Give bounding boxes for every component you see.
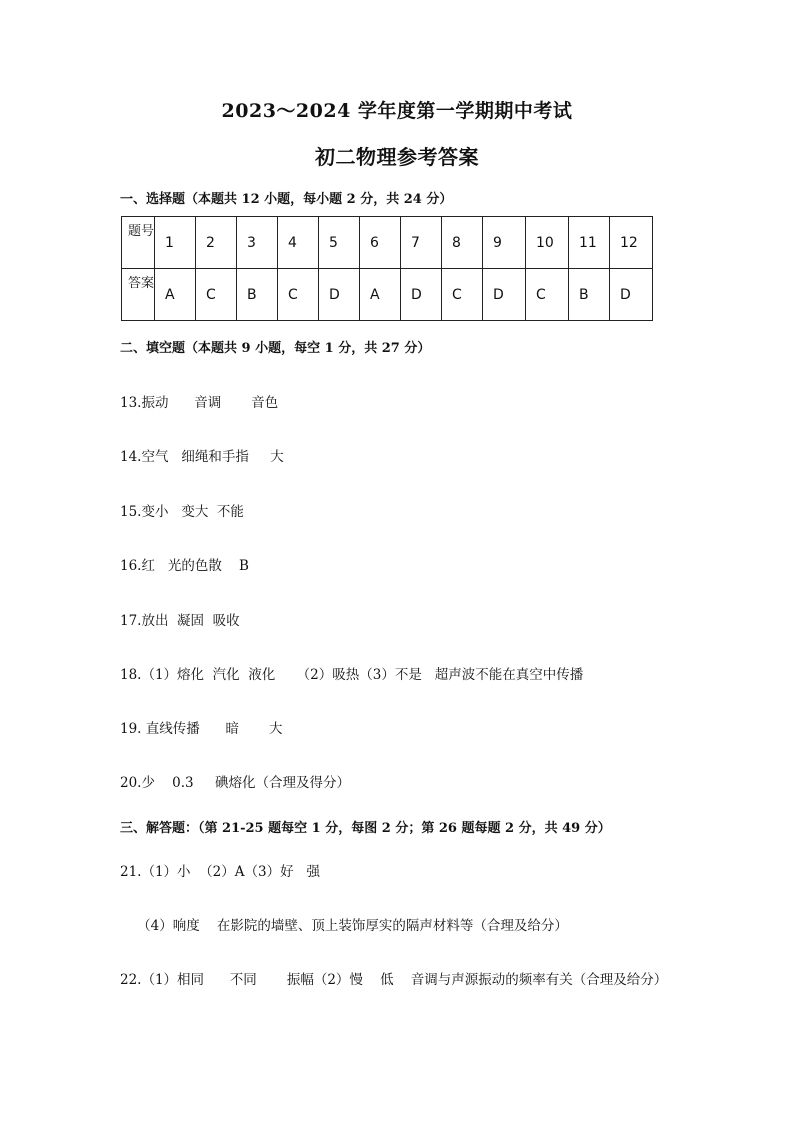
answer-line-18: 18.（1）熔化 汽化 液化 （2）吸热（3）不是 超声波不能在真空中传播 [120, 667, 584, 683]
answer-line-21-cont: （4）响度 在影院的墙壁、顶上装饰厚实的隔声材料等（合理及给分） [120, 918, 568, 934]
table-cell-answer: C [278, 269, 319, 321]
table-cell-answer: B [569, 269, 610, 321]
table-cell-number: 2 [196, 217, 237, 269]
table-cell-number: 12 [610, 217, 653, 269]
answer-line-13: 13.振动 音调 音色 [120, 395, 279, 411]
answer-line-22: 22.（1）相同 不同 振幅（2）慢 低 音调与声源振动的频率有关（合理及给分） [120, 972, 668, 988]
table-cell-answer: C [526, 269, 569, 321]
table-cell-number: 5 [319, 217, 360, 269]
answer-line-14: 14.空气 细绳和手指 大 [120, 449, 284, 465]
table-cell-number: 9 [483, 217, 526, 269]
answer-line-17: 17.放出 凝固 吸收 [120, 613, 240, 629]
section1-heading: 一、选择题（本题共 12 小题，每小题 2 分，共 24 分） [120, 192, 453, 207]
table-cell-answer: D [319, 269, 360, 321]
table-cell-answer: A [360, 269, 401, 321]
answer-line-21: 21.（1）小 （2）A（3）好 强 [120, 864, 320, 880]
answer-line-15: 15.变小 变大 不能 [120, 504, 244, 520]
table-cell-number: 1 [155, 217, 196, 269]
table-cell-answer: A [155, 269, 196, 321]
table-cell-answer: D [610, 269, 653, 321]
exam-title: 2023～2024 学年度第一学期期中考试 [221, 100, 573, 122]
answer-line-19: 19. 直线传播 暗 大 [120, 721, 283, 737]
table-cell-number: 3 [237, 217, 278, 269]
table-cell-number: 8 [442, 217, 483, 269]
exam-subtitle: 初二物理参考答案 [315, 145, 479, 169]
table-row-answers [122, 269, 653, 321]
row-label-answer: 答案 [122, 269, 155, 321]
table-cell-answer: C [442, 269, 483, 321]
answer-line-16: 16.红 光的色散 B [120, 558, 249, 574]
table-cell-number: 4 [278, 217, 319, 269]
table-cell-number: 6 [360, 217, 401, 269]
table-cell-answer: D [401, 269, 442, 321]
table-cell-number: 7 [401, 217, 442, 269]
answer-line-20: 20.少 0.3 碘熔化（合理及得分） [120, 775, 351, 791]
table-cell-answer: C [196, 269, 237, 321]
section3-heading: 三、解答题：（第 21-25 题每空 1 分，每图 2 分；第 26 题每题 2 分，共 49 分） [120, 821, 611, 836]
table-cell-number: 11 [569, 217, 610, 269]
table-cell-answer: D [483, 269, 526, 321]
row-label-number: 题号 [122, 217, 155, 269]
table-cell-answer: B [237, 269, 278, 321]
section2-heading: 二、填空题（本题共 9 小题，每空 1 分，共 27 分） [120, 341, 431, 356]
table-cell-number: 10 [526, 217, 569, 269]
table-row-numbers [122, 217, 653, 269]
multiple-choice-answer-table [121, 216, 653, 321]
